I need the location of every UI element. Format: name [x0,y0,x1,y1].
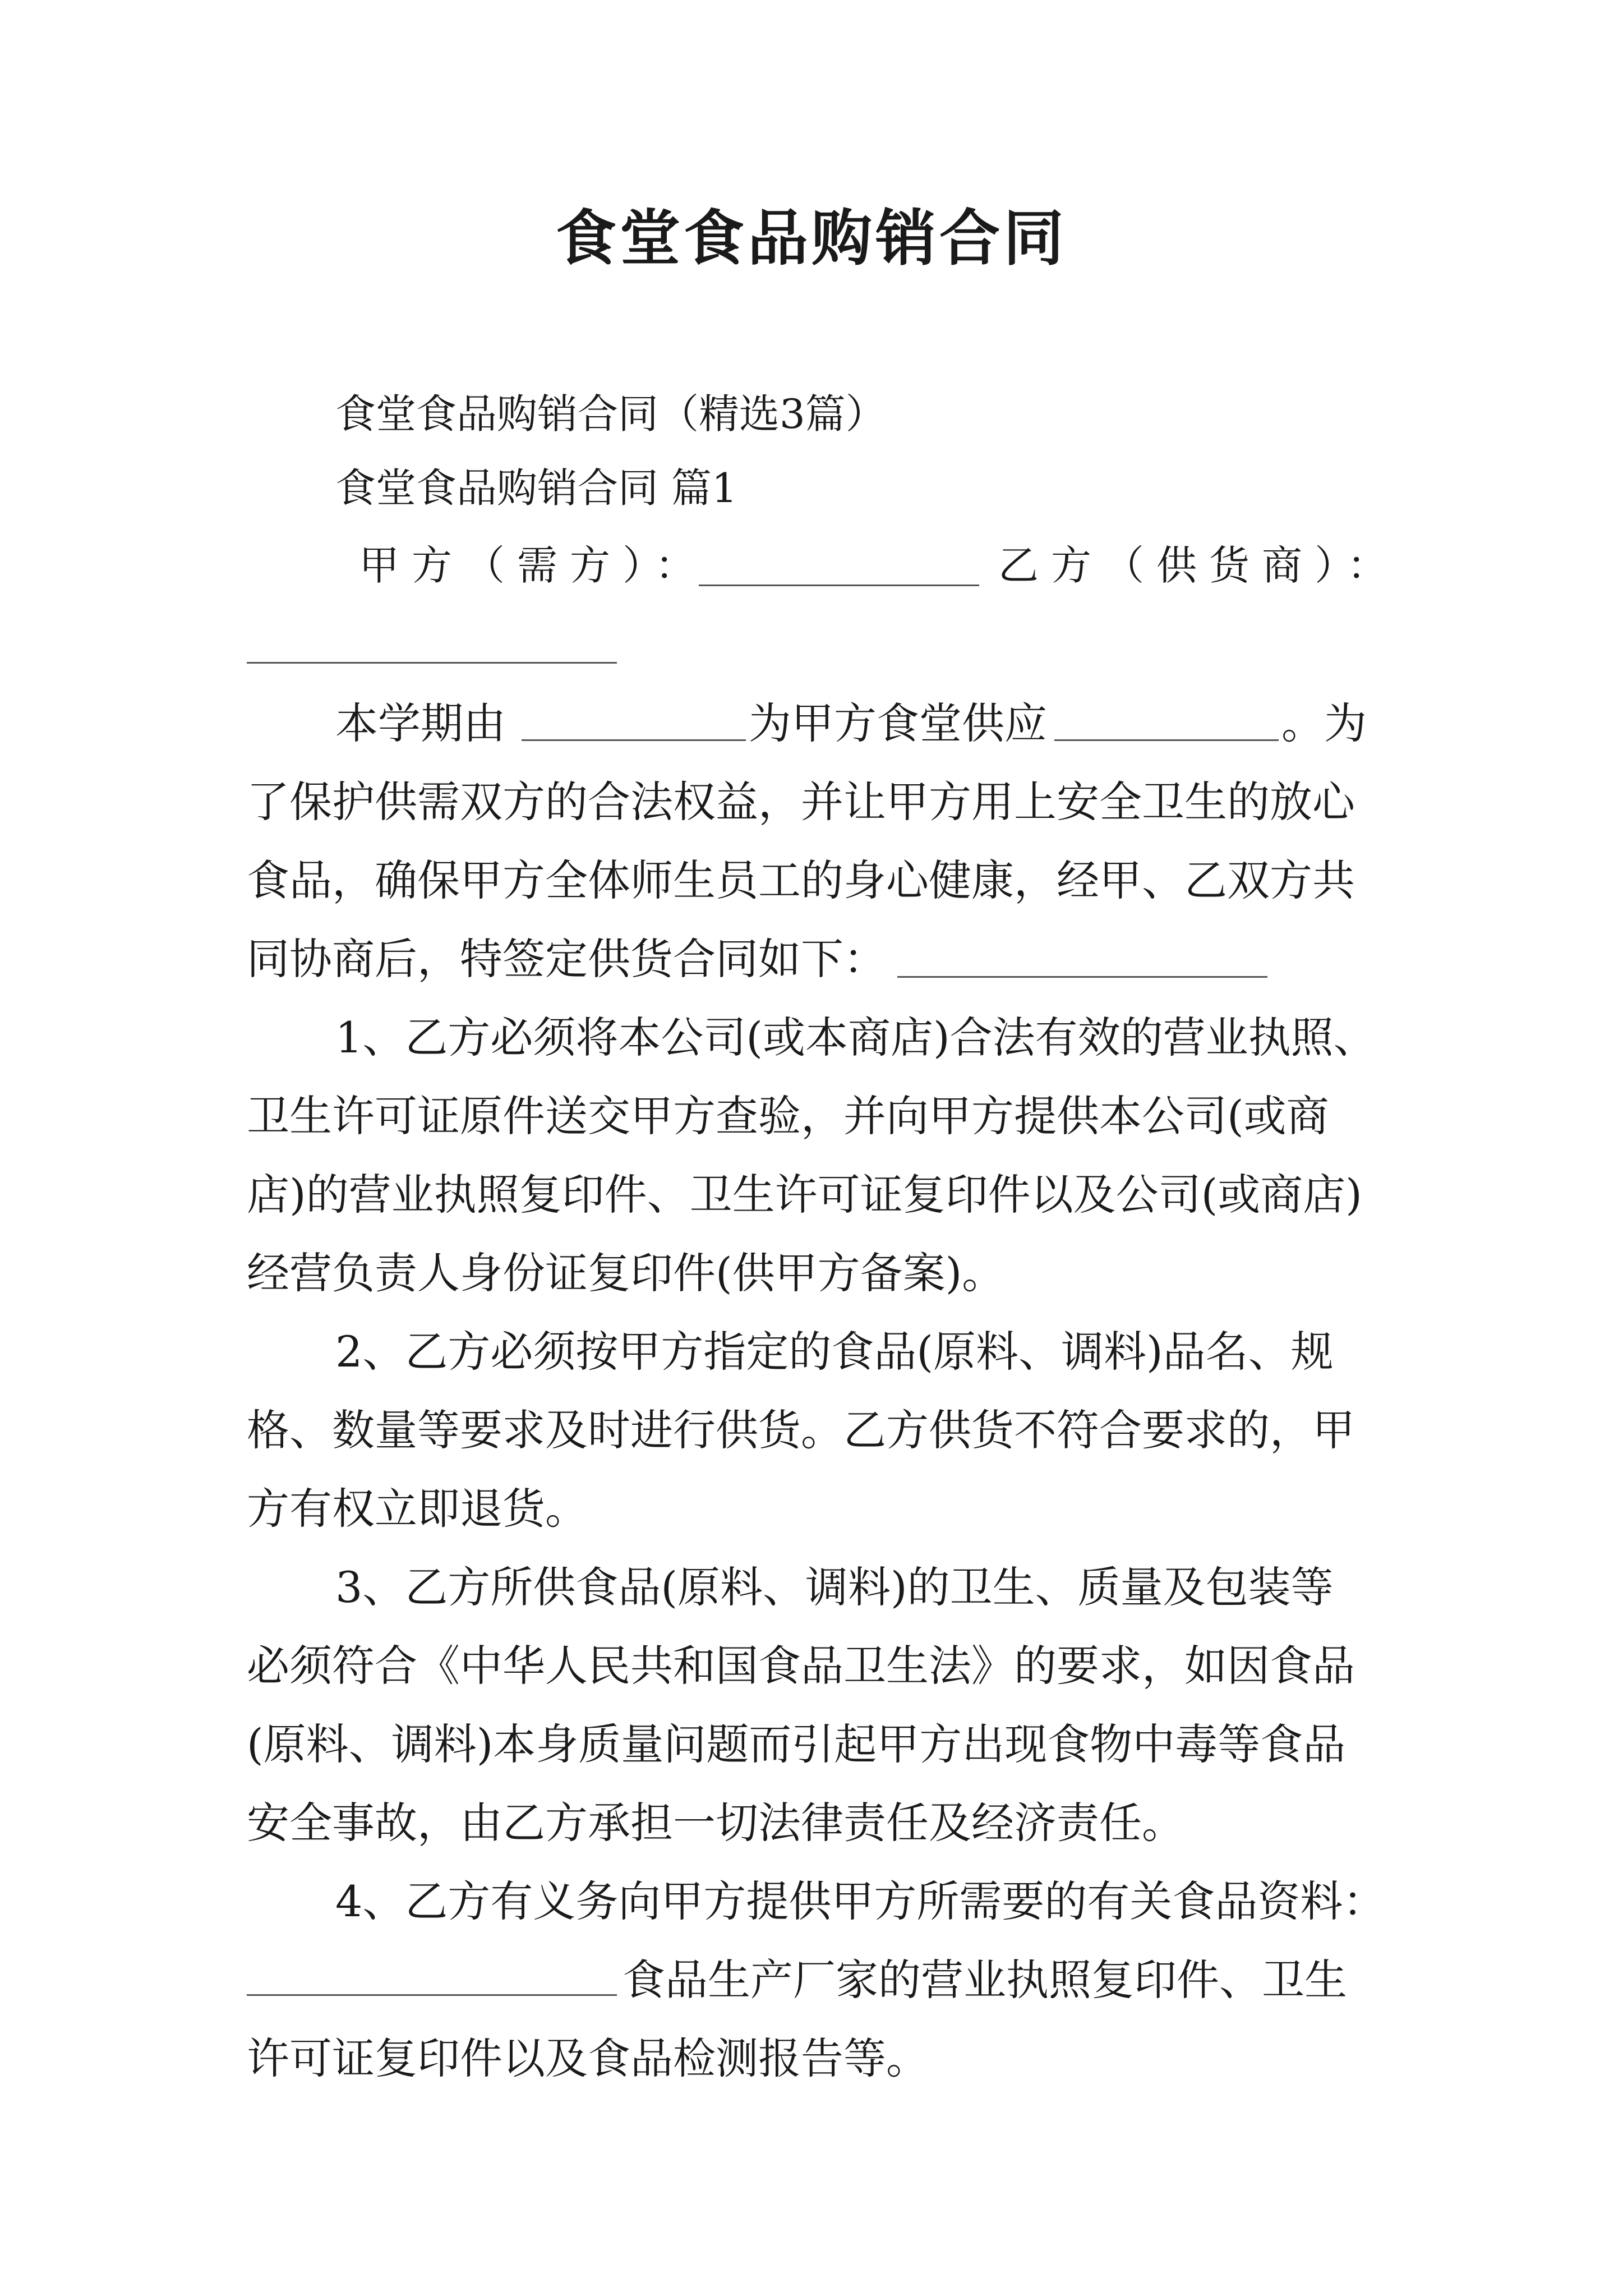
intro-line-1a: 本学期由 [335,698,506,748]
subtitle: 食堂食品购销合同（精选3篇） [335,390,886,438]
party-b-blank[interactable] [247,662,617,664]
clause2-line-1: 2、乙方必须按甲方指定的食品(原料、调料)品名、规 [335,1327,1334,1377]
clause2-line-2: 格、数量等要求及时进行供货。乙方供货不符合要求的，甲 [247,1405,1355,1455]
party-a-label: 甲方（需方）： [359,542,708,589]
clause4-line-1: 4、乙方有义务向甲方提供甲方所需要的有关食品资料： [335,1876,1386,1926]
section-heading: 食堂食品购销合同 篇1 [335,464,737,512]
party-b-label: 乙方（供货商）： [998,542,1400,589]
clause1-line-4: 经营负责人身份证复印件(供甲方备案)。 [247,1248,1005,1298]
clause2-line-3: 方有权立即退货。 [247,1484,588,1534]
intro-line-4: 同协商后，特签定供货合同如下： [247,934,886,984]
document-title: 食堂食品购销合同 [555,203,1067,274]
clause3-line-2: 必须符合《中华人民共和国食品卫生法》的要求，如因食品 [247,1641,1355,1691]
clause4-blank[interactable] [247,1994,617,1996]
clause1-line-2: 卫生许可证原件送交甲方查验，并向甲方提供本公司(或商 [247,1091,1329,1141]
clause1-line-1: 1、乙方必须将本公司(或本商店)合法有效的营业执照、 [335,1013,1376,1062]
clause1-line-3: 店)的营业执照复印件、卫生许可证复印件以及公司(或商店) [247,1170,1362,1220]
clause4-line-2: 食品生产厂家的营业执照复印件、卫生 [623,1955,1347,2005]
intro-line-1c: 。为 [1281,698,1367,748]
clause3-line-1: 3、乙方所供食品(原料、调料)的卫生、质量及包装等 [335,1562,1334,1612]
intro-line-1b: 为甲方食堂供应 [749,698,1047,748]
intro-supplier-blank[interactable] [522,739,746,741]
clause4-line-3: 许可证复印件以及食品检测报告等。 [247,2033,929,2083]
intro-end-blank[interactable] [897,976,1267,978]
intro-goods-blank[interactable] [1054,739,1279,741]
party-a-blank[interactable] [699,585,979,586]
intro-line-2: 了保护供需双方的合法权益，并让甲方用上安全卫生的放心 [247,777,1355,827]
clause3-line-3: (原料、调料)本身质量问题而引起甲方出现食物中毒等食品 [247,1719,1346,1769]
intro-line-3: 食品，确保甲方全体师生员工的身心健康，经甲、乙双方共 [247,855,1355,905]
clause3-line-4: 安全事故，由乙方承担一切法律责任及经济责任。 [247,1798,1184,1848]
